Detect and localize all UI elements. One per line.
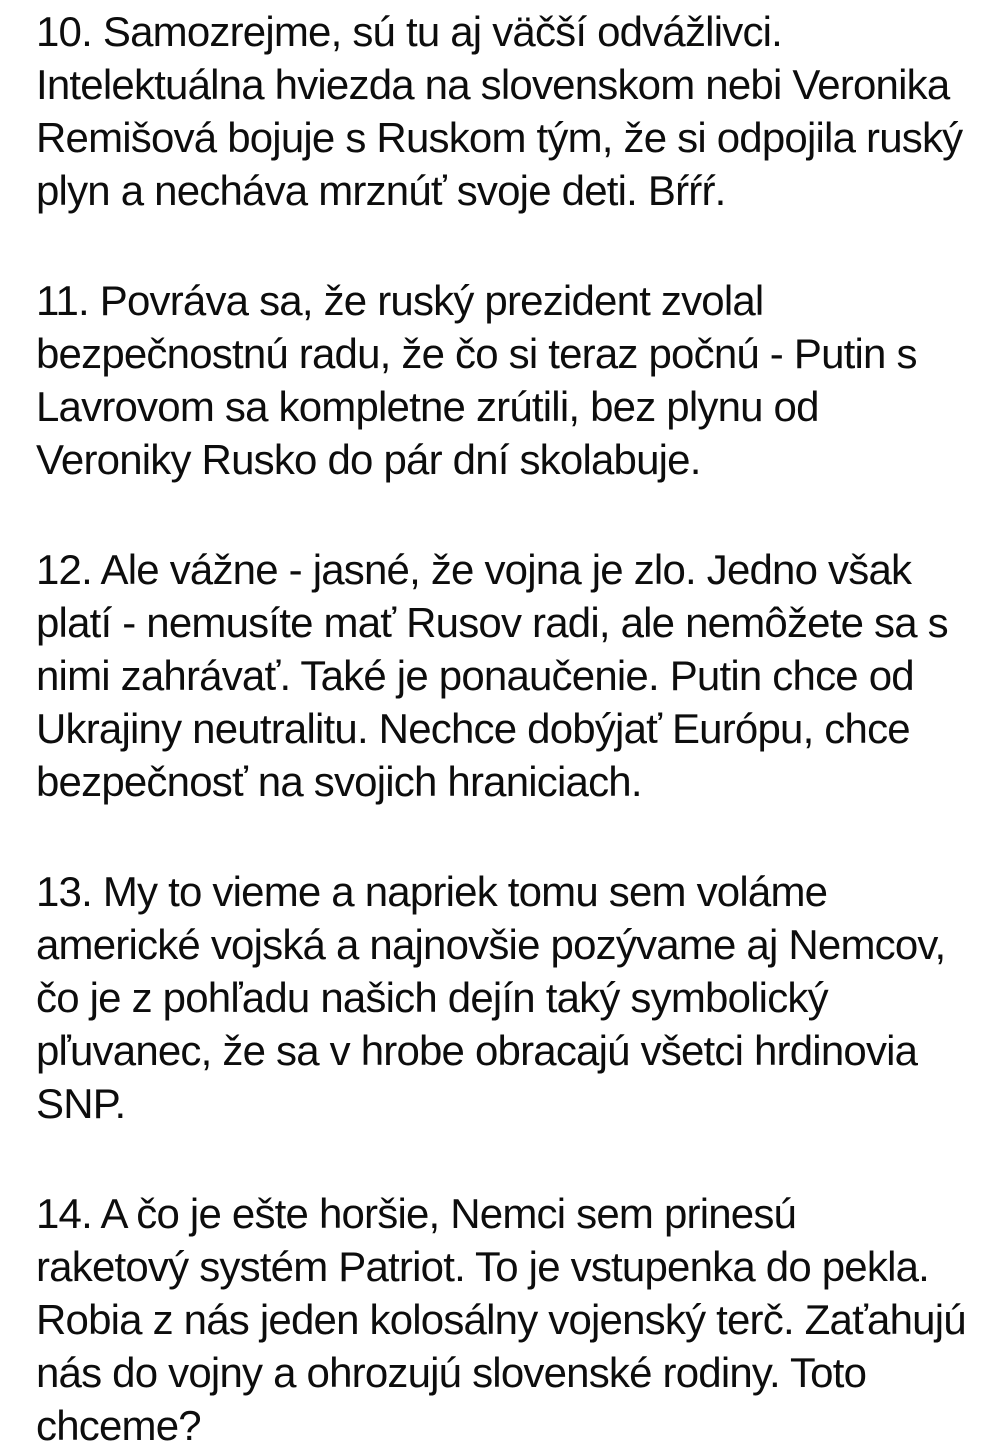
text-line: 13. My to vieme a napriek tomu sem voláme xyxy=(36,868,828,915)
text-line: chceme? xyxy=(36,1402,201,1449)
text-line: bezpečnostnú radu, že čo si teraz počnú - Putin s xyxy=(36,330,917,377)
paragraph-13 xyxy=(36,865,970,1130)
text-line: Remišová bojuje s Ruskom tým, že si odpojila ruský xyxy=(36,114,963,161)
text-line: pľuvanec, že sa v hrobe obracajú všetci hrdinovia xyxy=(36,1027,918,1074)
text-line: plyn a necháva mrznúť svoje deti. Bŕŕŕ. xyxy=(36,167,726,214)
paragraph-14 xyxy=(36,1187,970,1452)
text-line: Intelektuálna hviezda na slovenskom nebi Veronika xyxy=(36,61,950,108)
text-line: Ukrajiny neutralitu. Nechce dobýjať Európu, chce xyxy=(36,705,910,752)
text-line: raketový systém Patriot. To je vstupenka do pekla. xyxy=(36,1243,930,1290)
text-line: Robia z nás jeden kolosálny vojenský terč. Zaťahujú xyxy=(36,1296,966,1343)
text-line: SNP. xyxy=(36,1080,126,1127)
text-line: Lavrovom sa kompletne zrútili, bez plynu od xyxy=(36,383,819,430)
text-line: 14. A čo je ešte horšie, Nemci sem prinesú xyxy=(36,1190,797,1237)
paragraph-10 xyxy=(36,5,970,217)
text-line: 11. Povráva sa, že ruský prezident zvolal xyxy=(36,277,764,324)
text-line: bezpečnosť na svojich hraniciach. xyxy=(36,758,642,805)
paragraph-12 xyxy=(36,543,970,808)
text-line: Veroniky Rusko do pár dní skolabuje. xyxy=(36,436,701,483)
text-line: nás do vojny a ohrozujú slovenské rodiny. Toto xyxy=(36,1349,867,1396)
paragraph-11 xyxy=(36,274,970,486)
text-line: platí - nemusíte mať Rusov radi, ale nemôžete sa s xyxy=(36,599,948,646)
text-line: čo je z pohľadu našich dejín taký symbolický xyxy=(36,974,828,1021)
text-line: nimi zahrávať. Také je ponaučenie. Putin chce od xyxy=(36,652,914,699)
text-line: americké vojská a najnovšie pozývame aj Nemcov, xyxy=(36,921,946,968)
text-line: 10. Samozrejme, sú tu aj väčší odvážlivci. xyxy=(36,8,783,55)
text-line: 12. Ale vážne - jasné, že vojna je zlo. Jedno však xyxy=(36,546,912,593)
